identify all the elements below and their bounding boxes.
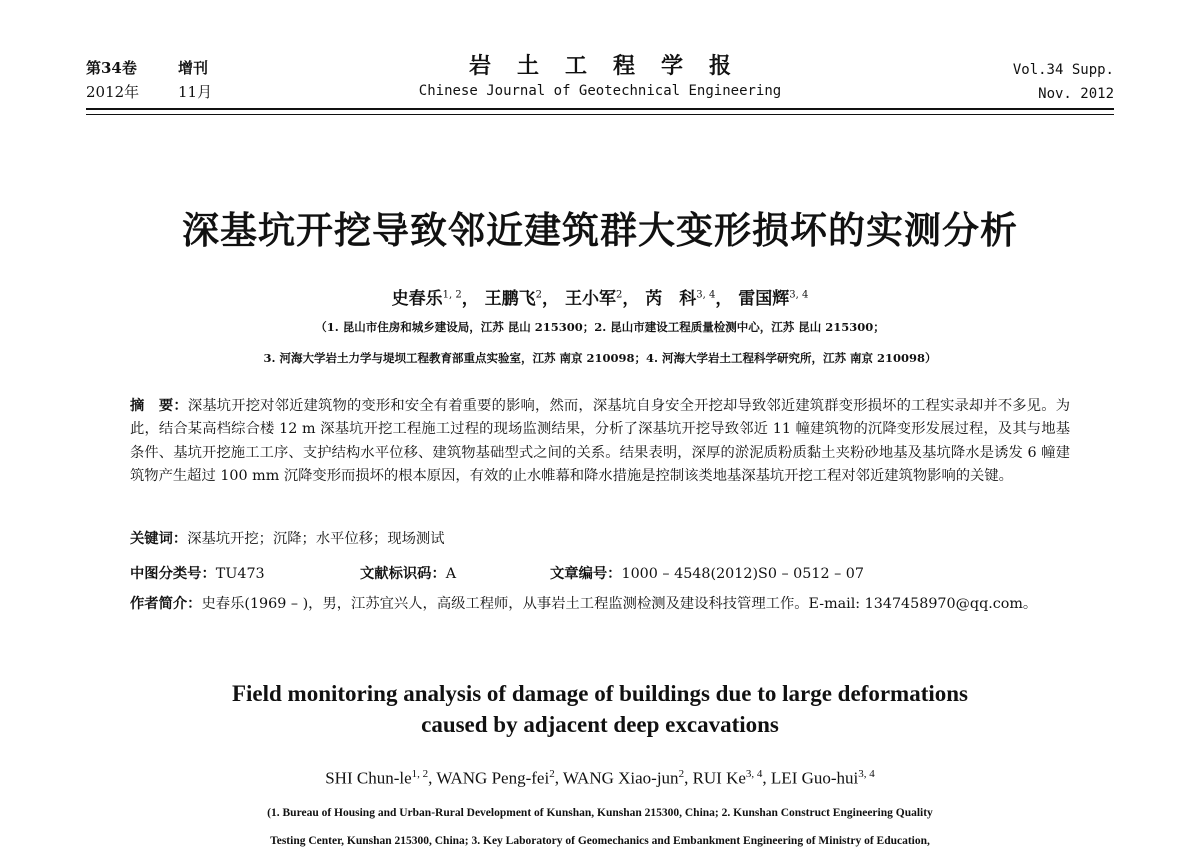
affiliation-cn-line1: （1. 昆山市住房和城乡建设局，江苏 昆山 215300；2. 昆山市建设工程质量检测中心，江苏 昆山 215300； [315, 320, 885, 334]
header-volume-info-en [1013, 58, 1114, 106]
journal-name-cn: 岩土工程学报 [468, 53, 757, 79]
article-no-value: 1000 – 4548(2012)S0 – 0512 – 07 [621, 566, 864, 582]
paper-title-cn: 深基坑开挖导致邻近建筑群大变形损坏的实测分析 [182, 209, 1018, 252]
keywords-text: 深基坑开挖；沉降；水平位移；现场测试 [187, 531, 445, 547]
issue-label: 增刊 [178, 59, 209, 77]
abstract-text: 深基坑开挖对邻近建筑物的变形和安全有着重要的影响，然而，深基坑自身安全开挖却导致邻近建筑群变形损坏的工程实录却并不多见。为此，结合某高档综合楼 12 m 深基坑开挖工程施工过程的现场监测结果，分析了深基坑开挖导致邻近 11 幢建筑物的沉降变形发展过程，及其与地基条件、基坑开挖施工工序、支护结构水平位移、建筑物基础型式之间的关系。结果表明，深厚的淤泥质粉质黏土夹粉砂地基及基坑降水是诱发 6 幢建筑物产生超过 100 mm 沉降变形而损坏的根本原因，有效的止水帷幕和降水措施是控制该类地基深基坑开挖工程对邻近建筑物影响的关键。 [130, 398, 1070, 485]
author-name: 芮 科 [645, 289, 697, 309]
author-bio-label: 作者简介： [130, 596, 202, 612]
author-affil-sup-en: 3, 4 [858, 768, 875, 780]
doc-code-label: 文献标识码： [360, 566, 446, 582]
author-bio [130, 593, 1070, 616]
author-list-en: SHI Chun-le$^{1, 2}$, WANG Peng-fei$^2$, WANG Xiao-jun$^2$, RUI Ke$^{3, 4}$, LEI Guo-hui$^{3, 4}$ [325, 768, 875, 788]
header-issue-info [86, 56, 212, 104]
month-label: 11月 [178, 83, 213, 101]
journal-name-en: Chinese Journal of Geotechnical Engineering [418, 83, 782, 99]
keywords-cn [130, 528, 1070, 551]
affiliation-en-line2: Testing Center, Kunshan 215300, China; 3. Key Laboratory of Geomechanics and Embankment Engineering of Ministry of Education, [270, 835, 930, 847]
author-affil-sup: 1, 2 [442, 289, 462, 301]
clc-value: TU473 [215, 566, 265, 582]
paper-title-en-line2: caused by adjacent deep excavations [421, 712, 779, 737]
author-name: 雷国辉 [738, 289, 790, 309]
date-en: Nov. 2012 [1038, 86, 1114, 102]
abstract-cn [130, 395, 1070, 489]
article-no-label: 文章编号： [550, 566, 622, 582]
author-name-en: WANG Peng-fei [436, 768, 550, 788]
paper-title-en-line1: Field monitoring analysis of damage of buildings due to large deformations [231, 681, 969, 706]
author-affil-sup: 2 [615, 289, 623, 301]
author-affil-sup-en: 3, 4 [745, 768, 763, 780]
doc-code-value: A [445, 566, 457, 582]
author-affil-sup-en: 1, 2 [411, 768, 429, 780]
header-rule-thick [86, 108, 1114, 110]
author-affil-sup: 3, 4 [789, 289, 809, 301]
author-list-cn: 史春乐$^{1, 2}$， 王鹏飞$^2$， 王小军$^2$， 芮 科$^{3, 4}$， 雷国辉$^{3, 4}$ [391, 289, 809, 309]
author-name: 王鹏飞 [484, 289, 536, 309]
header-rule-thin [86, 114, 1114, 115]
author-affil-sup: 3, 4 [696, 289, 716, 301]
affiliation-en-line1: (1. Bureau of Housing and Urban-Rural Development of Kunshan, Kunshan 215300, China; 2. Kunshan Construct Engineering Quality [267, 807, 933, 819]
author-affil-sup-en: 2 [549, 768, 555, 780]
author-bio-text: 史春乐(1969 – )，男，江苏宜兴人，高级工程师，从事岩土工程监测检测及建设科技管理工作。E-mail: 1347458970@qq.com。 [201, 596, 1038, 612]
author-name-en: SHI Chun-le [325, 768, 412, 788]
author-name-en: RUI Ke [692, 768, 746, 788]
author-affil-sup: 2 [535, 289, 543, 301]
author-name: 史春乐 [391, 289, 443, 309]
year-label: 2012年 [86, 83, 140, 101]
affiliation-cn-line2: 3. 河海大学岩土力学与堤坝工程教育部重点实验室，江苏 南京 210098；4. 河海大学岩土工程科学研究所，江苏 南京 210098） [263, 351, 937, 365]
keywords-label: 关键词： [130, 531, 188, 547]
author-name-en: LEI Guo-hui [770, 768, 859, 788]
author-name-en: WANG Xiao-jun [562, 768, 679, 788]
author-affil-sup-en: 2 [678, 768, 685, 780]
clc-label: 中图分类号： [130, 566, 216, 582]
volume-label: 第34卷 [86, 59, 137, 77]
volume-en: Vol.34 Supp. [1012, 62, 1114, 78]
paper-title-en [0, 678, 1200, 740]
abstract-label: 摘 要： [130, 398, 188, 414]
classification-info [130, 563, 1070, 586]
journal-masthead [300, 52, 900, 102]
author-name: 王小军 [564, 289, 616, 309]
